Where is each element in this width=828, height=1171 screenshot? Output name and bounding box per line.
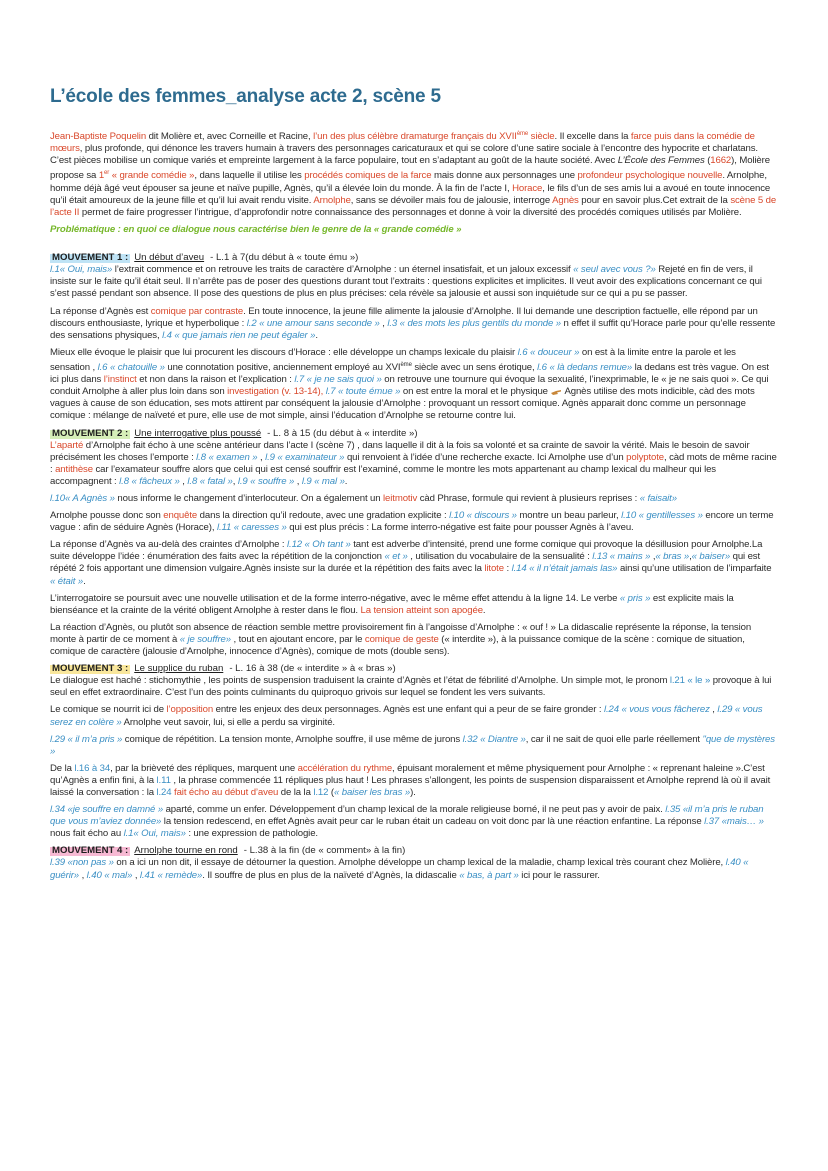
intro-paragraph: Jean-Baptiste Poquelin dit Molière et, avec Corneille et Racine, l’un des plus célèbre dramaturge français du XVIIème siècle. Il excelle dans la farce puis dans la comédie de mœurs, plus profonde, qui dénonce les travers humain à travers des personnages caricaturaux et qui se colore d’une satire sociale à l’encontre des hypocrite et charlatans. C’est pièces mobilise un comique variés et empreinte largement à la farce populaire, tout en s’adaptant au goût de la haute société. Avec L’École des Femmes (1662), Molière propose sa 1er « grande comédie », dans laquelle il utilise les procédés comiques de la farce mais donne aux personnages une profondeur psychologique nouvelle. Arnolphe, homme déjà âgé veut épouser sa jeune et naïve pupille, Agnès, qu’il a élevée loin du monde. À la fin de l’acte I, Horace, le fils d’un de ses amis lui a avoué en toute innocence qu’il était amoureux de la jeune fille et qu’il lui avait rendu visite. Arnolphe, sans se dévoiler mais fou de jalousie, interroge Agnès pour en savoir plus.Cet extrait de la scène 5 de l’acte II permet de faire progresser l’intrigue, d’approfondir notre connaissance des personnages et donne à voir la diversité des procédés comiques utilisés par Molière. bbox=[50, 131, 777, 218]
movement-1-paragraph: l.1« Oui, mais» l’extrait commence et on retrouve les traits de caractère d’Arnolphe : un éternel insatisfait, et un jaloux excessif « seul avec vous ?» Rejeté en fin de vers, il insiste sur le faite qu’il était seul. Il n’arrête pas de poser des questions durant tout l’extraits : questions explicites et implicites. Il veut avoir des explications concernant ce qui s’est passé pendant son absence. Il pose des questions de plus en plus précises: cela révèle sa jalousie et aussi son inquiétude sur ce qui a pu se passer. bbox=[50, 264, 762, 300]
movement-1-paragraph: La réponse d’Agnès est comique par contraste. En toute innocence, la jeune fille alimente la jalousie d’Arnolphe. Il lui demande une description factuelle, elle répond par un discours enthousiaste, lyrique et hyperbolique : l.2 « une amour sans seconde » , l.3 « des mots les plus gentils du monde » n effet il suffit qu’Horace parle pour qu’elle ressente des sensations physiques, l.4 « que jamais rien ne peut égaler ». bbox=[50, 305, 776, 341]
movement-4-heading: MOUVEMENT 4 : Arnolphe tourne en rond - L.38 à la fin (de « comment» à la fin) bbox=[52, 845, 406, 857]
movement-2-paragraph: La réponse d’Agnès va au-delà des craintes d’Arnolphe : l.12 « Oh tant » tant est adverbe d’intensité, prend une forme comique qui provoque la désillusion pour Arnolphe.La suite développe l’idée : énumération des faits avec la répétition de la conjonction « et » , utilisation du vocabulaire de la sensualité : l.13 « mains » ,« bras »,« baiser» qui est répété 2 fois apportant une dimension vulgaire.Agnès insiste sur la durée et la répétition des faits avec la litote : l.14 « il n’était jamais las» ainsi qu’une utilisation de l’imparfaite « était ». bbox=[50, 539, 772, 587]
movement-2-paragraph: La réaction d’Agnès, ou plutôt son absence de réaction semble mettre provisoirement fin à l’angoisse d’Arnolphe : « ouf ! » La didascalie représente la réponse, la tension monte à partir de ce moment à « je souffre» , tout en ajoutant encore, par le comique de geste (« interdite »), à la puissance comique de la scène : comique de situation, comique de caractère (jalousie d’Arnolphe, innocence d’Agnès), comique de mots (double sens). bbox=[50, 621, 752, 658]
movement-2-heading: MOUVEMENT 2 : Une interrogative plus poussé - L. 8 à 15 (du début à « interdite ») bbox=[52, 427, 418, 439]
author-name: Jean-Baptiste Poquelin bbox=[50, 131, 147, 143]
movement-3-paragraph: Le comique se nourrit ici de l’opposition entre les enjeux des deux personnages. Agnès est une enfant qui a peur de se faire gronder : l.24 « vous vous fâcherez , l.29 « vous serez en colère » Arnolphe veut savoir, lui, si elle a perdu sa virginité. bbox=[50, 704, 763, 728]
movement-1-heading: MOUVEMENT 1 : Un début d’aveu - L.1 à 7(du début à « toute ému ») bbox=[52, 252, 359, 264]
movement-3-paragraph: l.29 « il m’a pris » comique de répétition. La tension monte, Arnolphe souffre, il use même de jurons l.32 « Diantre », car il ne sait de quoi elle parle réellement "que de mystères » bbox=[50, 733, 775, 757]
page-title: L’école des femmes_analyse acte 2, scène 5 bbox=[50, 86, 441, 107]
movement-2-paragraph: l.10« A Agnès » nous informe le changement d’interlocuteur. On a également un leitmotiv càd Phrase, formule qui revient à plusieurs reprises : « faisait» bbox=[50, 493, 677, 504]
movement-3-paragraph: l.34 «je souffre en damné » aparté, comme un enfer. Développement d’un champ lexical de la morale religieuse borné, il ne peut pas y avoir de paix. l.35 «il m’a pris le ruban que vous m’aviez donnée» la tension redescend, en effet Agnès avait peur car le ruban était un cadeau on voit donc par là une réaction enfantine. La réponse l.37 «mais… » nous fait écho au l.1« Oui, mais» : une expression de pathologie. bbox=[50, 804, 764, 840]
movement-3-paragraph: De la l.16 à 34, par la brièveté des répliques, marquent une accélération du rythme, épuisant moralement et même physiquement pour Arnolphe : « reprenant haleine ».C’est qu’Agnès a enfin fini, à la l.11 , la phrase commencée 11 répliques plus haut ! Les phrases s’allongent, les points de suspension disparaissent et Arnolphe reprend là où il avait laissé la conversation : la l.24 fait écho au début d’aveu de la la l.12 (« baiser les bras »). bbox=[50, 762, 771, 798]
movement-2-paragraph: Arnolphe pousse donc son enquête dans la direction qu’il redoute, avec une gradation explicite : l.10 « discours » montre un beau parleur, l.10 « gentillesses » encore un terme vague : afin de séduire Agnès (Horace), l.11 « caresses » qui est plus précis : La forme interro-négative est faite pour pousser Agnès à l’aveu. bbox=[50, 510, 774, 534]
movement-1-paragraph: Mieux elle évoque le plaisir que lui procurent les discours d’Horace : elle développe un champs lexicale du plaisir l.6 « douceur » on est à la limite entre la parole et les sensation , l.6 « chatouille » une connotation positive, anciennement employé au XVIème siècle avec un sens érotique, l.6 « là dedans remue» la dedans est très vague. On est ici plus dans l’instinct et non dans la raison et l’explication : l.7 « je ne sais quoi » on retrouve une tournure qui évoque la sexualité, l’inexprimable, le « je ne sais quoi ». Ce qui conduit Arnolphe à aller plus loin dans son investigation (v. 13-14), l.7 « toute émue » on est entre la moral et le physique Agnès utilise des mots indicible, càd des mots vagues à cause de son éducation, ses mots attirent par conséquent la jalousie d’Arnolphe : provoquant un ressort comique. Agnès apparait donc comme un personnage comique : mélange de naïveté et pure, elle use de mot simple, ainsi l’éducation d’Arnolphe se retourne contre lui. bbox=[50, 346, 769, 422]
problematique: Problématique : en quoi ce dialogue nous caractérise bien le genre de la « grande comédie » bbox=[50, 224, 462, 236]
movement-3-paragraph: Le dialogue est haché : stichomythie , les points de suspension traduisent la crainte d’Agnès et l’état de fébrilité d’Arnolphe. Un simple mot, le pronom l.21 « le » provoque à lui seul en effet extraordinaire. C’est l’un des points culminants du quiproquo grivois sur lequel se fondent les vers suivants. bbox=[50, 675, 772, 699]
movement-3-heading: MOUVEMENT 3 : Le supplice du ruban - L. 16 à 38 (de « interdite » à « bras ») bbox=[52, 663, 396, 675]
pointing-hand-icon bbox=[550, 388, 562, 396]
movement-2-paragraph: L’interrogatoire se poursuit avec une nouvelle utilisation et de la forme interro-négative, avec le même effet attendu à la ligne 14. Le verbe « pris » est explicite mais la bienséance et la crainte de la vérité obligent Arnolphe à rester dans le flou. La tension atteint son apogée. bbox=[50, 592, 734, 616]
movement-4-paragraph: l.39 «non pas » on a ici un non dit, il essaye de détourner la question. Arnolphe développe un champ lexical de la maladie, champ lexical très courant chez Molière, l.40 « guérir» , l.40 « mal» , l.41 « remède». Il souffre de plus en plus de la naïveté d’Agnès, la didascalie « bas, à part » ici pour le rassurer. bbox=[50, 857, 749, 881]
movement-2-paragraph: L’aparté d’Arnolphe fait écho à une scène antérieur dans l’acte I (scène 7) , dans laquelle il dit à la fois sa volonté et sa crainte de savoir la vérité. Mais le besoin de savoir précisément les choses l’emporte : l.8 « examen » , l.9 « examinateur » qui renvoient à l’idée d’une recherche exacte. Ici Arnolphe use d’un polyptote, càd mots de même racine : antithèse car l’examateur souffre alors que celui qui est censé souffrir est l’examiné, comme le montre les mots appartenant au champ lexical du malheur qui les accompagnent : l.8 « fâcheux » , l.8 « fatal », l.9 « souffre » , l.9 « mal ». bbox=[50, 439, 777, 487]
